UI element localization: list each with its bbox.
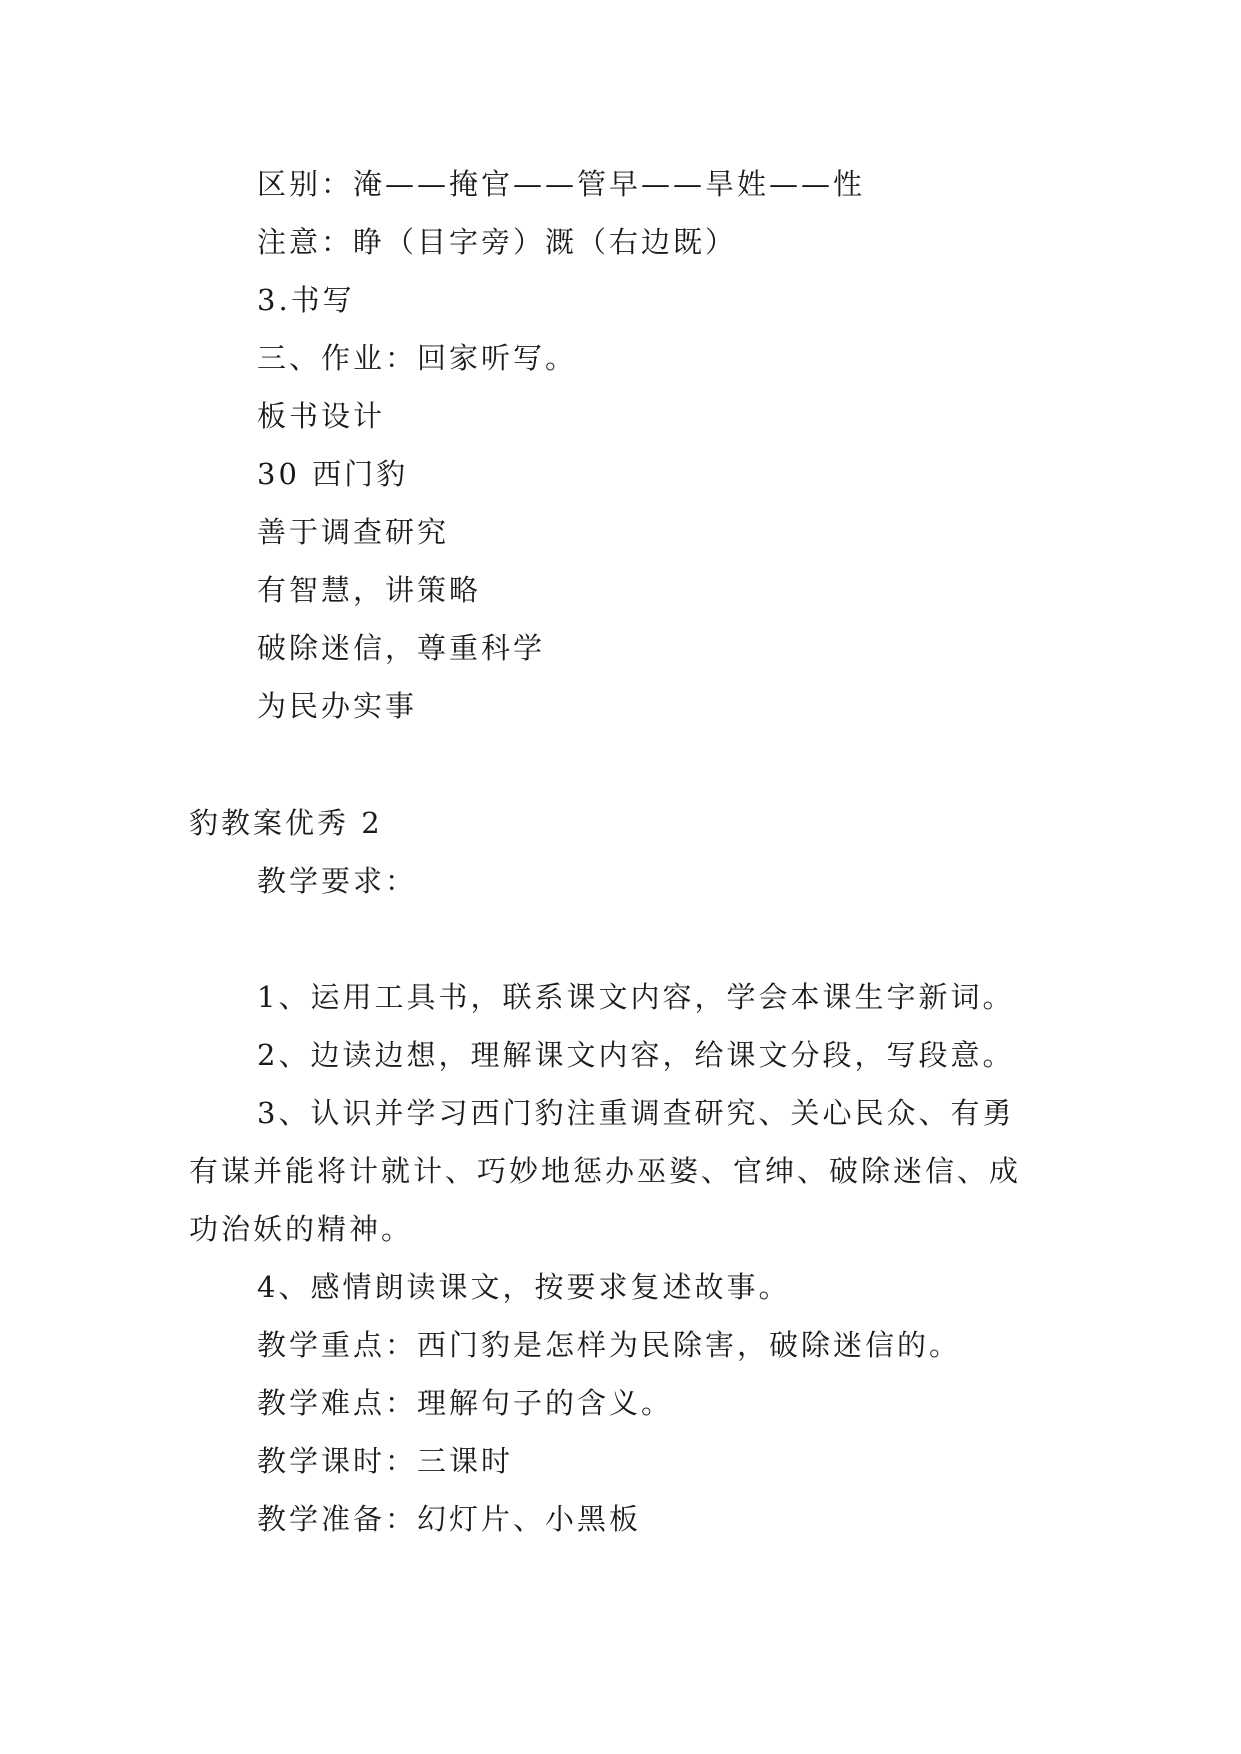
- list-item-continuation: 功治妖的精神。: [189, 1212, 414, 1246]
- text-line: 3.书写: [257, 283, 355, 317]
- section-title: 豹教案优秀 2: [189, 806, 383, 840]
- requirements-heading: 教学要求：: [257, 864, 418, 898]
- class-periods: 教学课时：三课时: [257, 1444, 514, 1478]
- lesson-title: 30 西门豹: [257, 457, 409, 491]
- list-item: 4、感情朗读课文，按要求复述故事。: [257, 1270, 791, 1304]
- text-line: 破除迷信，尊重科学: [257, 631, 546, 665]
- text-line: 为民办实事: [257, 689, 418, 723]
- board-design-heading: 板书设计: [257, 399, 386, 433]
- text-line: 善于调查研究: [257, 515, 450, 549]
- text-line: 区别：淹——掩官——管早——旱姓——性: [257, 167, 866, 201]
- list-item: 2、边读边想，理解课文内容，给课文分段，写段意。: [257, 1038, 1015, 1072]
- text-line: 注意：睁（目字旁）溉（右边既）: [257, 225, 738, 259]
- text-line: 有智慧，讲策略: [257, 573, 482, 607]
- key-point: 教学重点：西门豹是怎样为民除害，破除迷信的。: [257, 1328, 962, 1362]
- list-item-continuation: 有谋并能将计就计、巧妙地惩办巫婆、官绅、破除迷信、成: [189, 1154, 1022, 1188]
- preparation: 教学准备：幻灯片、小黑板: [257, 1502, 642, 1536]
- text-line: 三、作业：回家听写。: [257, 341, 578, 375]
- list-item: 1、运用工具书，联系课文内容，学会本课生字新词。: [257, 980, 1015, 1014]
- difficulty: 教学难点：理解句子的含义。: [257, 1386, 674, 1420]
- list-item: 3、认识并学习西门豹注重调查研究、关心民众、有勇: [257, 1096, 1015, 1130]
